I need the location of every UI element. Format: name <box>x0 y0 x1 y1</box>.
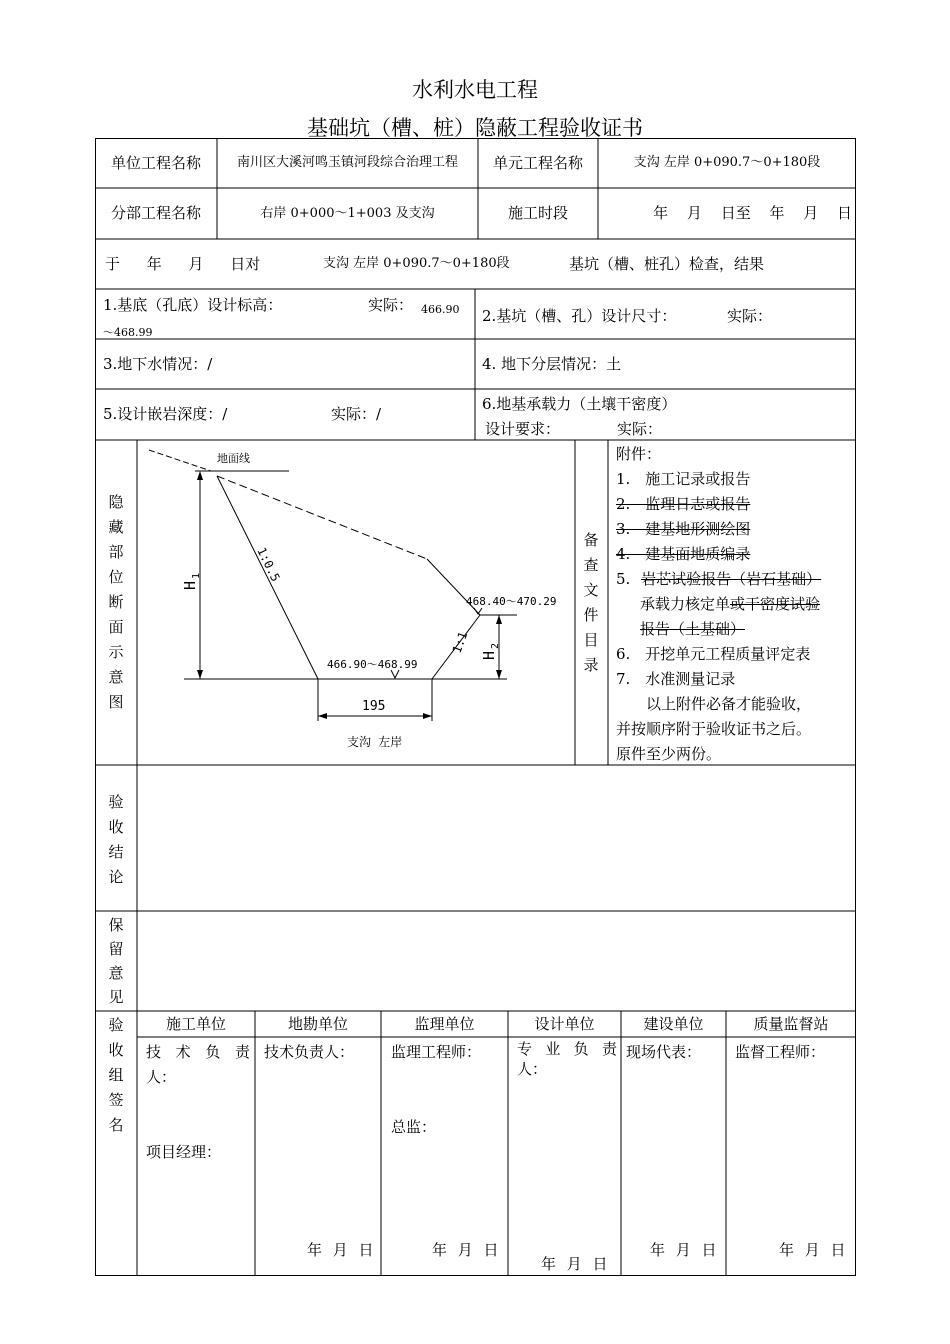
page-title: 水利水电工程 <box>412 78 538 102</box>
sub-project-value: 右岸 0+000～1+003 及支沟 <box>260 206 435 221</box>
sign-date-owner: 年 月 日 <box>650 1241 717 1259</box>
cross-section-diagram <box>137 440 575 765</box>
reserved-opinion-area[interactable] <box>138 912 855 1010</box>
item1-actual-label: 实际： <box>368 296 414 314</box>
attachment-item-5-num: 5. <box>616 570 631 588</box>
signature-group-label: 验收组签名 <box>108 1016 124 1134</box>
sign-header-design: 设计单位 <box>534 1015 595 1033</box>
sign-header-supervision: 监理单位 <box>414 1015 475 1033</box>
item1-label: 1.基底（孔底）设计标高： <box>103 296 283 314</box>
width-label: 195 <box>362 699 386 714</box>
sign-construction-tech: 技 术 负 责 <box>146 1043 250 1061</box>
ground-line-label: 地面线 <box>217 452 250 465</box>
acceptance-conclusion-label: 验收结论 <box>108 793 124 886</box>
construction-time-label: 施工时段 <box>507 204 568 222</box>
sign-header-survey: 地勘单位 <box>287 1015 348 1033</box>
reference-files-label: 备查文件目录 <box>583 531 599 674</box>
attachment-item-5-text: 岩芯试验报告（岩石基础） <box>641 570 822 588</box>
sign-design-pro: 专 业 负 责 <box>517 1040 617 1058</box>
sign-date-design: 年 月 日 <box>541 1255 608 1273</box>
attachments-note-2: 并按顺序附于验收证书之后。 <box>616 720 812 738</box>
sign-quality-eng: 监督工程师： <box>735 1043 826 1061</box>
inspect-suffix: 基坑（槽、桩孔）检查，结果 <box>569 255 765 273</box>
attachment-item-5-line2 <box>616 592 852 617</box>
diagram-caption: 支沟 左岸 <box>347 735 403 749</box>
unit-project-label: 单位工程名称 <box>110 154 201 172</box>
hidden-part-label: 隐藏部位断面示意图 <box>108 493 124 711</box>
attachment-item-7: 7. 水准测量记录 <box>616 670 736 688</box>
attachment-item-5-line3: 报告（土基础） <box>640 620 746 638</box>
page-subtitle: 基础坑（槽、桩）隐蔽工程验收证书 <box>307 116 643 140</box>
sign-supervisor-eng: 监理工程师： <box>391 1043 482 1061</box>
h1-sub: 1 <box>191 572 202 579</box>
attachment-item-6: 6. 开挖单元工程质量评定表 <box>616 645 811 663</box>
item1-actual-value-text: 466.90～468.99 <box>103 303 460 339</box>
inspect-target: 支沟 左岸 0+090.7～0+180段 <box>323 256 510 271</box>
item5-actual: 实际：/ <box>331 405 382 423</box>
attachments-heading: 附件： <box>616 445 662 463</box>
slope1-label: 1:0.5 <box>254 545 283 584</box>
sign-owner-rep: 现场代表： <box>626 1043 702 1061</box>
item6-actual: 实际： <box>617 420 663 438</box>
item3-label: 3.地下水情况：/ <box>103 355 213 373</box>
sign-supervisor-chief: 总监： <box>391 1118 437 1136</box>
item2-label: 2.基坑（槽、孔）设计尺寸： <box>482 307 677 325</box>
sign-survey-tech: 技术负责人： <box>264 1043 355 1061</box>
attachment-item-4: 4. 建基面地质编录 <box>616 545 751 563</box>
item6-label: 6.地基承载力（土壤干密度） <box>482 395 677 413</box>
h1-letter: H <box>181 580 199 590</box>
sign-date-survey: 年 月 日 <box>307 1241 374 1259</box>
sign-header-quality: 质量监督站 <box>753 1015 829 1033</box>
h1-label <box>181 573 202 590</box>
sign-design-pro2: 人： <box>517 1060 548 1078</box>
h2-label <box>480 643 501 660</box>
elev-top-label: 468.40～470.29 <box>466 595 557 608</box>
reserved-opinion-label: 保留意见 <box>108 916 124 1006</box>
item1-actual-value <box>103 298 469 344</box>
slope2-label: 1:1 <box>449 629 471 656</box>
element-project-label: 单元工程名称 <box>492 154 583 172</box>
attachment-item-5 <box>616 567 852 592</box>
item2-actual-label: 实际： <box>727 307 773 325</box>
item4-label: 4. 地下分层情况：土 <box>482 355 622 373</box>
inspect-prefix: 于 年 月 日对 <box>105 255 261 273</box>
sign-date-supervision: 年 月 日 <box>432 1241 499 1259</box>
h2-letter: H <box>480 650 498 660</box>
construction-time-value: 年 月 日至 年 月 日 <box>653 204 852 222</box>
attachments-note-3: 原件至少两份。 <box>616 745 722 763</box>
unit-project-value: 南川区大溪河鸣玉镇河段综合治理工程 <box>236 155 458 170</box>
attachment-item-1: 1. 施工记录或报告 <box>616 470 751 488</box>
form-grid <box>95 138 856 1276</box>
sign-construction-pm: 项目经理： <box>146 1143 222 1161</box>
item6-design: 设计要求： <box>485 420 561 438</box>
h2-sub: 2 <box>490 642 501 649</box>
attachment-item-5-line2b: 或干密度试验 <box>730 595 821 613</box>
attachment-item-5-line2a: 承载力核定单 <box>640 595 731 613</box>
attachment-item-3: 3. 建基地形测绘图 <box>616 520 751 538</box>
element-project-value: 支沟 左岸 0+090.7～0+180段 <box>633 155 821 170</box>
sign-header-construction: 施工单位 <box>165 1015 226 1033</box>
item5-label: 5.设计嵌岩深度：/ <box>103 405 228 423</box>
attachments-list <box>616 442 852 767</box>
acceptance-conclusion-area[interactable] <box>138 766 855 910</box>
elev-bottom-label: 466.90～468.99 <box>327 658 418 671</box>
attachments-note-1: 以上附件必备才能验收， <box>646 695 812 713</box>
sign-construction-tech2: 人： <box>146 1068 177 1086</box>
sign-header-owner: 建设单位 <box>643 1015 704 1033</box>
sign-date-quality: 年 月 日 <box>779 1241 846 1259</box>
attachment-item-2: 2. 监理日志或报告 <box>616 495 751 513</box>
sub-project-label: 分部工程名称 <box>110 204 201 222</box>
